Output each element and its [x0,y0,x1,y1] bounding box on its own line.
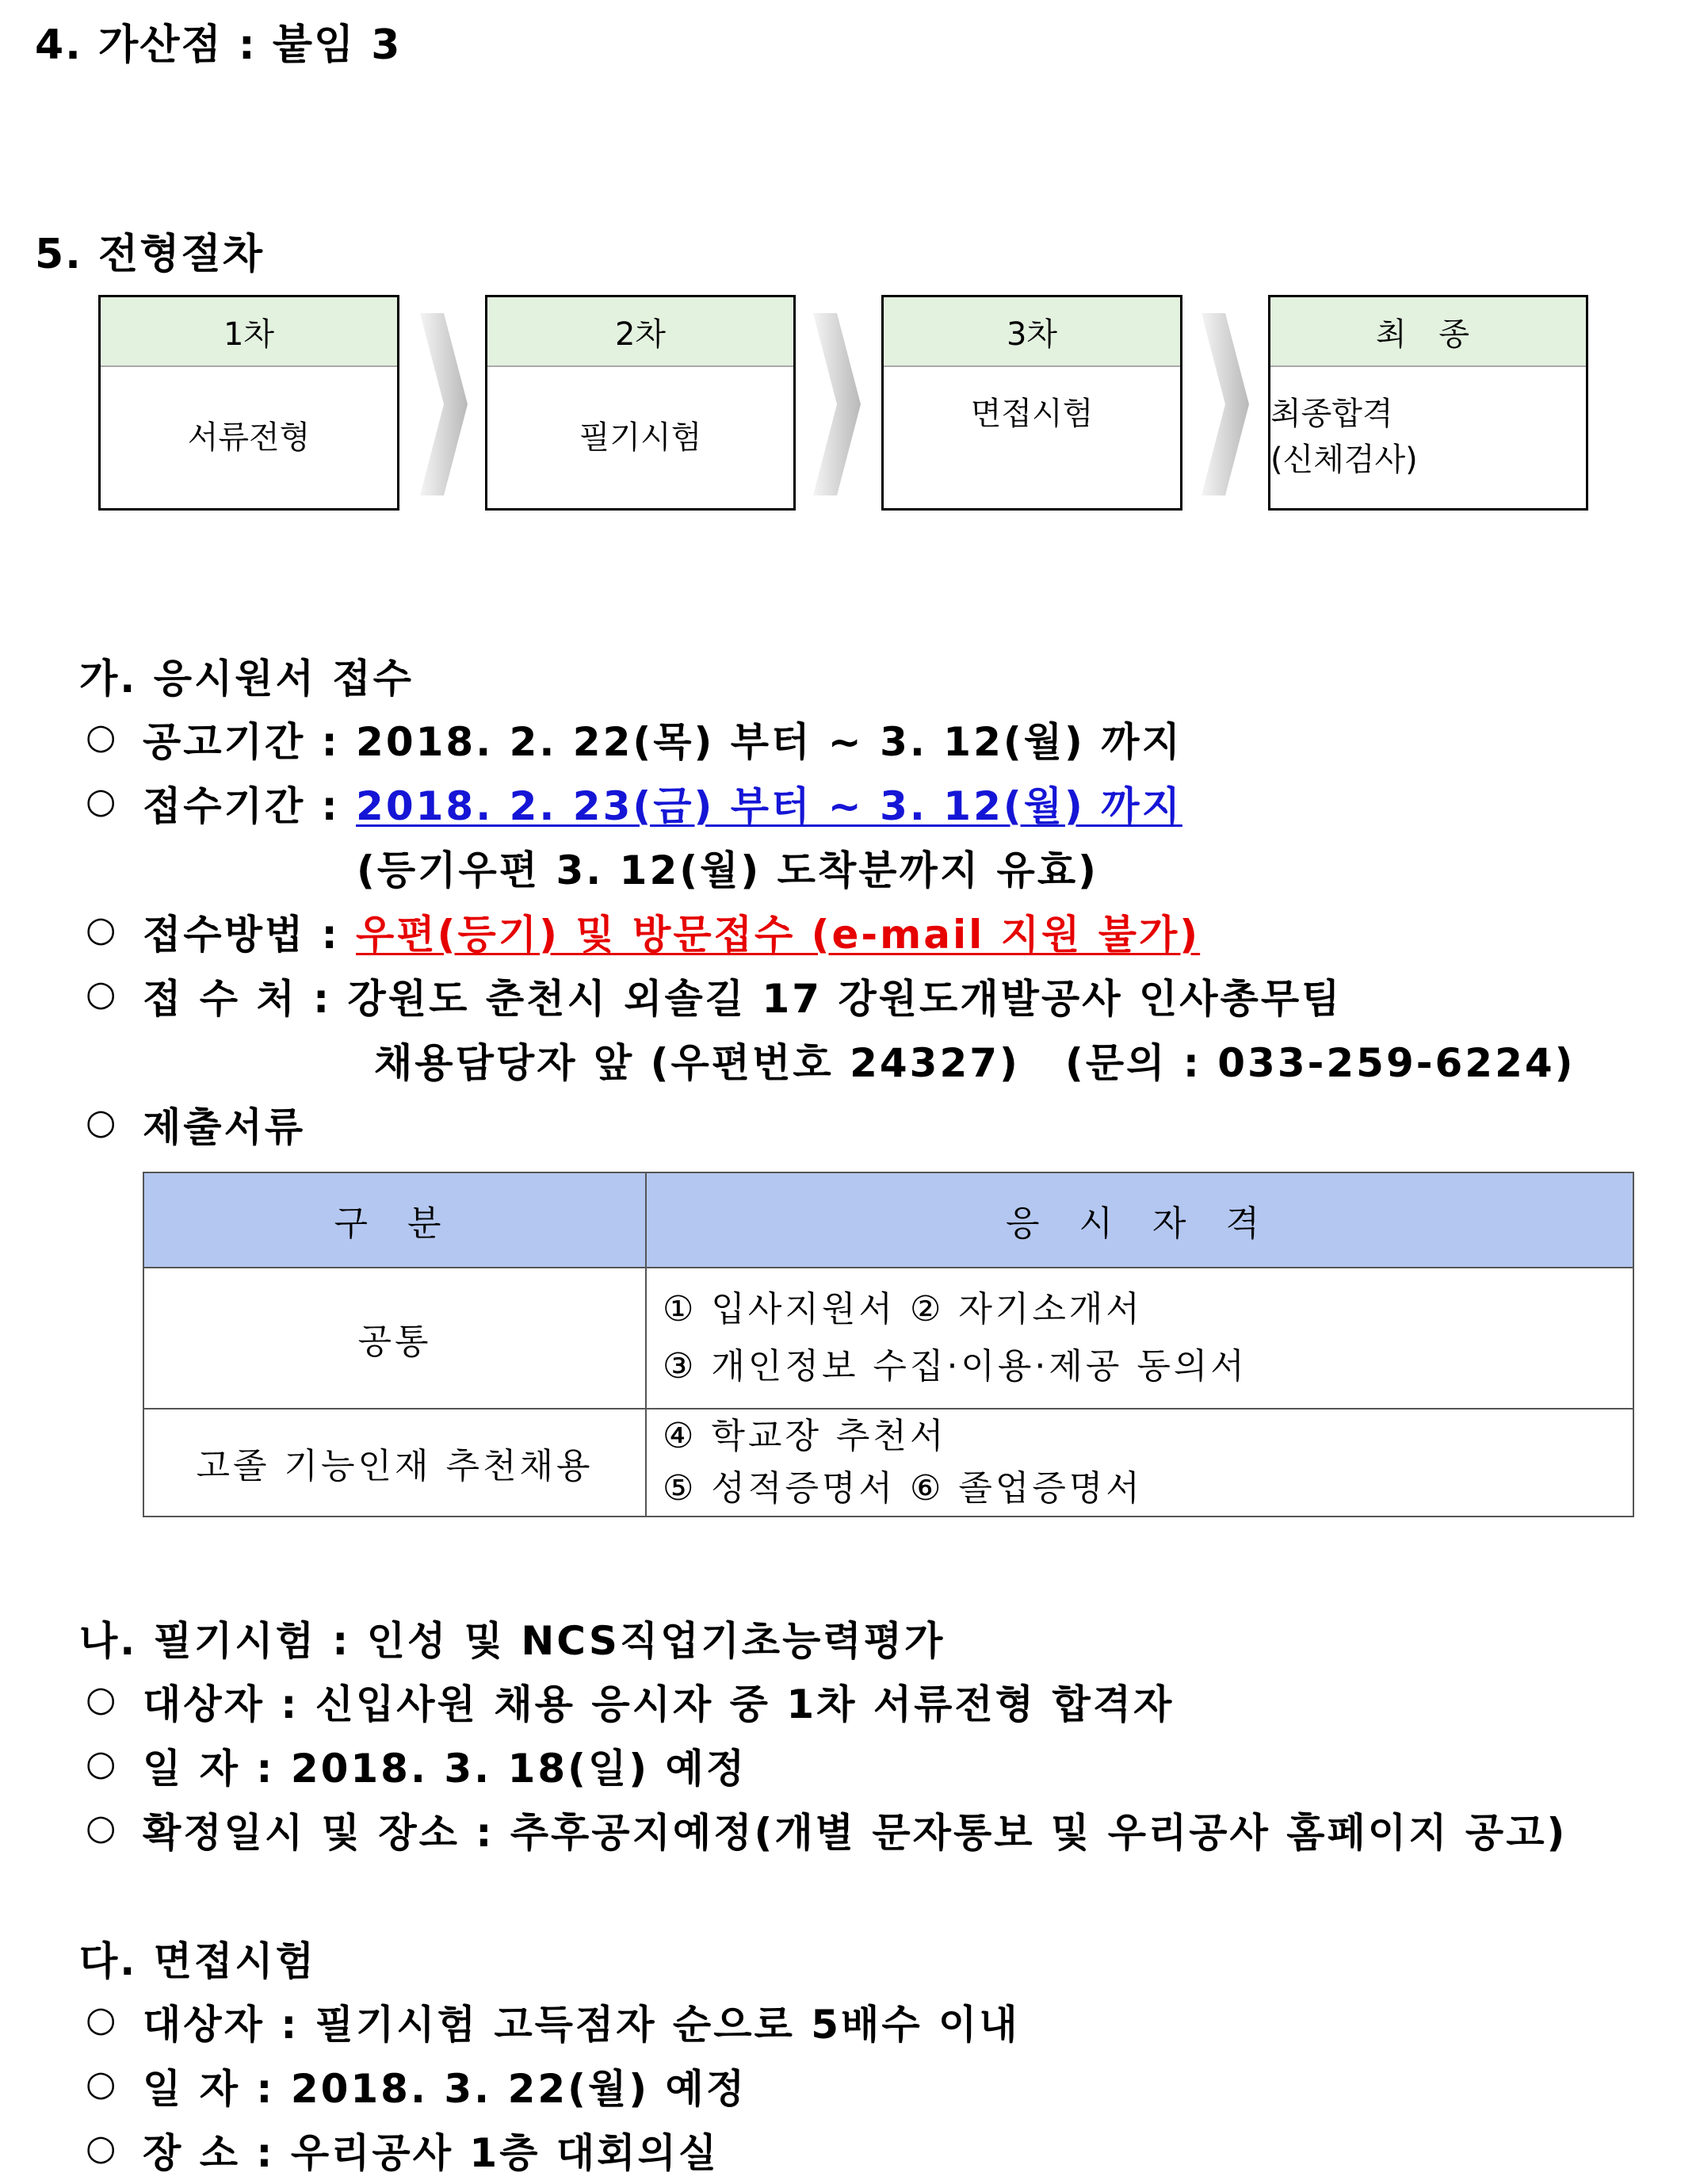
bullet-icon: ○ [86,1999,117,2040]
table-row [143,1409,1633,1517]
step-1-head: 1차 [101,297,397,367]
table-cell-items [646,1409,1633,1517]
section-4-title: 4. 가산점 : 붙임 3 [35,21,402,69]
table-header: 구 분 [143,1172,646,1268]
receipt-place-value: 강원도 춘천시 외솔길 17 강원도개발공사 인사총무팀 [347,976,1343,1022]
bullet-icon: ○ [86,973,117,1014]
announce-period [143,710,1182,767]
table-item-line: ① 입사지원서 ② 자기소개서 [663,1289,1143,1329]
announce-period-value: 2018. 2. 22(목) 부터 ~ 3. 12(월) 까지 [356,719,1182,765]
chevron-right-icon [420,313,468,495]
docs-label: 제출서류 [143,1104,306,1150]
written-date: 일 자 : 2018. 3. 18(일) 예정 [143,1746,747,1792]
bullet-icon: ○ [86,1679,117,1719]
step-2-head: 2차 [487,297,793,367]
table-item-line: ③ 개인정보 수집·이용·제공 동의서 [663,1346,1247,1387]
chevron-right-icon [1201,313,1249,495]
step-final-line1: 최종합격 [1270,396,1393,432]
step-1-body: 서류전형 [187,419,311,456]
step-2 [485,295,796,511]
step-3-head: 3차 [884,297,1180,367]
table-item-line: ⑤ 성적증명서 ⑥ 졸업증명서 [663,1468,1143,1509]
receipt-note: (등기우편 3. 12(월) 도착분까지 유효) [357,847,1098,893]
bullet-icon: ○ [86,1743,117,1784]
bullet-icon: ○ [86,2128,117,2168]
receipt-method [143,903,1200,960]
step-final-line2: (신체검사) [1270,442,1418,478]
receipt-place-label: 접 수 처 : [143,976,332,1022]
receipt-period-label: 접수기간 : [143,783,340,829]
section-ga-title: 가. 응시원서 접수 [79,656,414,702]
step-3 [881,295,1182,511]
interview-target: 대상자 : 필기시험 고득점자 순으로 5배수 이내 [143,2002,1020,2048]
receipt-method-label: 접수방법 : [143,912,340,958]
step-3-body: 면접시험 [970,396,1094,432]
section-5-title: 5. 전형절차 [35,231,264,278]
step-2-body: 필기시험 [579,419,702,456]
section-na-title: 나. 필기시험 : 인성 및 NCS직업기초능력평가 [79,1618,946,1664]
step-final [1268,295,1588,511]
bullet-icon: ○ [86,2064,117,2104]
table-cell-category: 공통 [143,1268,646,1409]
bullet-icon: ○ [86,781,117,821]
section-da-title: 다. 면접시험 [79,1938,316,1984]
chevron-right-icon [813,313,861,495]
step-1 [98,295,399,511]
table-header-row [143,1172,1633,1268]
interview-place: 장 소 : 우리공사 1층 대회의실 [143,2130,720,2176]
step-final-head: 최 종 [1270,297,1586,367]
announce-period-label: 공고기간 : [143,719,340,765]
bullet-icon: ○ [86,1807,117,1848]
bullet-icon: ○ [86,909,117,950]
contact-info: (문의 : 033-259-6224) [1065,1040,1576,1086]
receipt-place [143,967,1342,1024]
interview-date: 일 자 : 2018. 3. 22(월) 예정 [143,2066,747,2112]
receipt-period [143,775,1182,832]
bullet-icon: ○ [86,717,117,757]
written-place: 확정일시 및 장소 : 추후공지예정(개별 문자통보 및 우리공사 홈페이지 공고) [143,1810,1568,1856]
documents-table [143,1172,1634,1517]
receipt-method-value: 우편(등기) 및 방문접수 (e-mail 지원 불가) [356,912,1201,958]
table-item-line: ④ 학교장 추천서 [663,1416,947,1456]
step-final-body [1270,367,1586,508]
table-cell-category: 고졸 기능인재 추천채용 [143,1409,646,1517]
receipt-period-value: 2018. 2. 23(금) 부터 ~ 3. 12(월) 까지 [356,783,1182,829]
table-cell-items [646,1268,1633,1409]
table-row [143,1268,1633,1409]
receipt-place-line2: 채용담당자 앞 (우편번호 24327) [374,1040,1020,1086]
table-header: 응 시 자 격 [646,1172,1633,1268]
bullet-icon: ○ [86,1102,117,1142]
written-target: 대상자 : 신입사원 채용 응시자 중 1차 서류전형 합격자 [143,1681,1175,1727]
